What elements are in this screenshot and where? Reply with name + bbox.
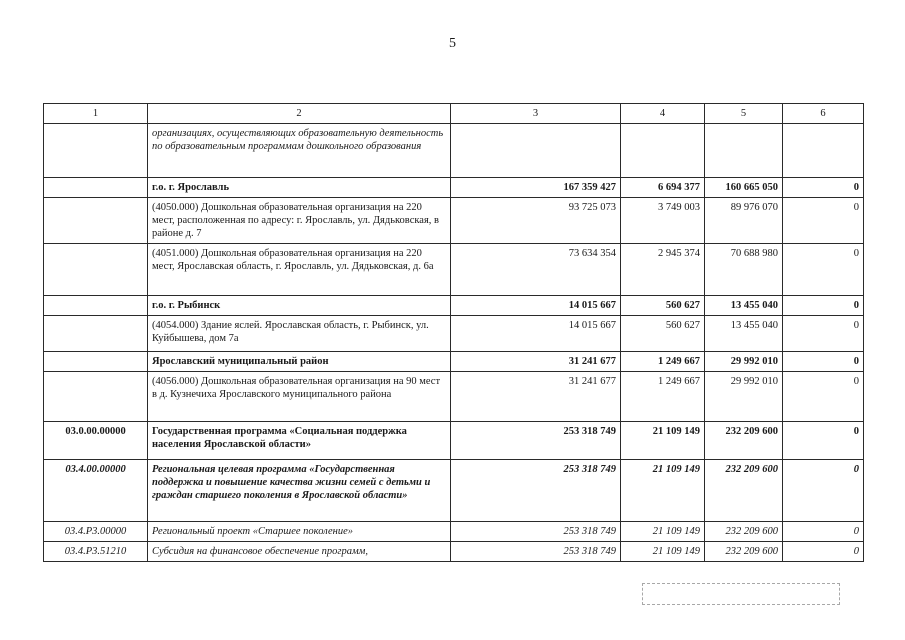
value-cell: 0 bbox=[783, 244, 864, 296]
code-cell bbox=[44, 296, 148, 316]
value-cell: 1 249 667 bbox=[621, 352, 705, 372]
table-row bbox=[44, 422, 864, 460]
name-cell: г.о. г. Ярославль bbox=[148, 178, 451, 198]
page-number: 5 bbox=[449, 36, 456, 51]
value-cell: 560 627 bbox=[621, 316, 705, 352]
value-cell: 29 992 010 bbox=[705, 372, 783, 422]
table-row bbox=[44, 244, 864, 296]
value-cell: 232 209 600 bbox=[705, 460, 783, 522]
header-cell: 2 bbox=[148, 104, 451, 124]
header-cell: 3 bbox=[451, 104, 621, 124]
table-row bbox=[44, 352, 864, 372]
code-cell: 03.4.P3.51210 bbox=[44, 542, 148, 562]
value-cell: 6 694 377 bbox=[621, 178, 705, 198]
value-cell: 21 109 149 bbox=[621, 542, 705, 562]
code-cell bbox=[44, 372, 148, 422]
value-cell: 0 bbox=[783, 522, 864, 542]
table-row bbox=[44, 198, 864, 244]
value-cell: 253 318 749 bbox=[451, 460, 621, 522]
value-cell: 73 634 354 bbox=[451, 244, 621, 296]
header-cell: 5 bbox=[705, 104, 783, 124]
name-cell: г.о. г. Рыбинск bbox=[148, 296, 451, 316]
value-cell: 29 992 010 bbox=[705, 352, 783, 372]
table-row bbox=[44, 460, 864, 522]
value-cell: 160 665 050 bbox=[705, 178, 783, 198]
code-cell: 03.4.P3.00000 bbox=[44, 522, 148, 542]
code-cell: 03.0.00.00000 bbox=[44, 422, 148, 460]
code-cell bbox=[44, 178, 148, 198]
value-cell: 21 109 149 bbox=[621, 522, 705, 542]
value-cell: 89 976 070 bbox=[705, 198, 783, 244]
value-cell: 0 bbox=[783, 372, 864, 422]
value-cell: 253 318 749 bbox=[451, 542, 621, 562]
value-cell: 0 bbox=[783, 198, 864, 244]
value-cell: 232 209 600 bbox=[705, 422, 783, 460]
code-cell: 03.4.00.00000 bbox=[44, 460, 148, 522]
value-cell: 232 209 600 bbox=[705, 522, 783, 542]
value-cell: 13 455 040 bbox=[705, 296, 783, 316]
value-cell: 1 249 667 bbox=[621, 372, 705, 422]
value-cell: 560 627 bbox=[621, 296, 705, 316]
value-cell: 253 318 749 bbox=[451, 422, 621, 460]
value-cell: 0 bbox=[783, 422, 864, 460]
value-cell: 14 015 667 bbox=[451, 296, 621, 316]
value-cell: 232 209 600 bbox=[705, 542, 783, 562]
value-cell: 0 bbox=[783, 542, 864, 562]
name-cell: (4056.000) Дошкольная образовательная организация на 90 мест в д. Кузнечиха Ярославского муниципального района bbox=[148, 372, 451, 422]
name-cell: Субсидия на финансовое обеспечение программ, bbox=[148, 542, 451, 562]
table-row bbox=[44, 296, 864, 316]
value-cell bbox=[783, 124, 864, 178]
name-cell: (4054.000) Здание яслей. Ярославская область, г. Рыбинск, ул. Куйбышева, дом 7а bbox=[148, 316, 451, 352]
value-cell: 13 455 040 bbox=[705, 316, 783, 352]
table-row bbox=[44, 522, 864, 542]
value-cell bbox=[621, 124, 705, 178]
code-cell bbox=[44, 352, 148, 372]
table-row bbox=[44, 124, 864, 178]
value-cell: 21 109 149 bbox=[621, 422, 705, 460]
value-cell: 93 725 073 bbox=[451, 198, 621, 244]
value-cell: 253 318 749 bbox=[451, 522, 621, 542]
code-cell bbox=[44, 124, 148, 178]
value-cell: 0 bbox=[783, 178, 864, 198]
value-cell: 0 bbox=[783, 460, 864, 522]
value-cell bbox=[705, 124, 783, 178]
table-header-row bbox=[44, 104, 864, 124]
code-cell bbox=[44, 316, 148, 352]
table-row bbox=[44, 372, 864, 422]
code-cell bbox=[44, 244, 148, 296]
value-cell: 0 bbox=[783, 352, 864, 372]
name-cell: организациях, осуществляющих образовательную деятельность по образовательным программам дошкольного образования bbox=[148, 124, 451, 178]
name-cell: Региональная целевая программа «Государственная поддержка и повышение качества жизни семей с детьми и граждан старшего поколения в Ярославской области» bbox=[148, 460, 451, 522]
header-cell: 1 bbox=[44, 104, 148, 124]
value-cell: 14 015 667 bbox=[451, 316, 621, 352]
name-cell: Ярославский муниципальный район bbox=[148, 352, 451, 372]
table-row bbox=[44, 542, 864, 562]
table-row bbox=[44, 178, 864, 198]
header-cell: 6 bbox=[783, 104, 864, 124]
value-cell: 70 688 980 bbox=[705, 244, 783, 296]
value-cell: 31 241 677 bbox=[451, 372, 621, 422]
value-cell: 0 bbox=[783, 296, 864, 316]
table-row bbox=[44, 316, 864, 352]
value-cell bbox=[451, 124, 621, 178]
header-cell: 4 bbox=[621, 104, 705, 124]
budget-table bbox=[43, 103, 864, 562]
value-cell: 31 241 677 bbox=[451, 352, 621, 372]
code-cell bbox=[44, 198, 148, 244]
faint-stamp-mark bbox=[642, 583, 840, 605]
value-cell: 0 bbox=[783, 316, 864, 352]
name-cell: Региональный проект «Старшее поколение» bbox=[148, 522, 451, 542]
name-cell: Государственная программа «Социальная поддержка населения Ярославской области» bbox=[148, 422, 451, 460]
value-cell: 2 945 374 bbox=[621, 244, 705, 296]
name-cell: (4050.000) Дошкольная образовательная организация на 220 мест, расположенная по адресу: г. Ярославль, ул. Дядьковская, в районе д. 7 bbox=[148, 198, 451, 244]
value-cell: 167 359 427 bbox=[451, 178, 621, 198]
value-cell: 21 109 149 bbox=[621, 460, 705, 522]
name-cell: (4051.000) Дошкольная образовательная организация на 220 мест, Ярославская область, г. Ярославль, ул. Дядьковская, д. 6а bbox=[148, 244, 451, 296]
value-cell: 3 749 003 bbox=[621, 198, 705, 244]
